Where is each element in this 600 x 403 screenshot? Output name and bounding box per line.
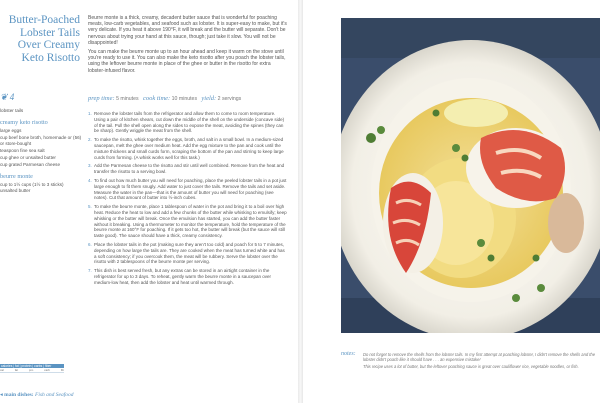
ingredients-column — [0, 92, 82, 195]
cook-value: 10 minutes — [171, 96, 198, 102]
notes-paragraph: Do not forget to remove the shells from the lobster tails. In my first attempt at poaching lobster, I didn't remove the shells and the lobster didn't poach like it should have . . . an expensive mistake! — [363, 352, 595, 363]
nutrition-col: fib — [60, 368, 64, 372]
yield-badge — [0, 92, 82, 102]
step-text: To make the beurre monte, place 1 tablespoon of water in the pot and bring it to a boil over high heat. Reduce the heat to low and add a few chunks of the butter while whisking to emulsify; keep whisking or the butter will break. Once the emulsion has started, you can add the butter faster without it breaking. Using a thermometer to monitor the temperature, hold the temperature of the beurre monte at 160°F for poaching. If it gets too hot, the butter will break (but the sauce will still taste good). The sauce should have a thick, creamy consistency. — [94, 204, 287, 239]
ingredient-item: cup ghee or unsalted butter — [0, 155, 56, 160]
title-line: Keto Risotto — [21, 51, 80, 64]
ingredient-item: cup beef bone broth, homemade or (56) or store-bought — [0, 135, 82, 146]
step-number: 6. — [88, 241, 92, 247]
nutrition-col: carb — [44, 368, 50, 372]
nutrition-header: calories | fat | protein | carbs | fiber — [0, 364, 64, 368]
recipe-notes — [341, 352, 600, 372]
intro-paragraph: You can make the beurre monte up to an hour ahead and keep it warm on the stove until you're ready to use it. You can also make the keto risotto after you poach the lobster tails, using the leftover beurre monte in place of the ghee or butter in the risotto for extra lobster-infused flavor. — [88, 49, 286, 74]
nutrition-col: fat — [14, 368, 19, 372]
intro-paragraph: Beurre monte is a thick, creamy, decadent butter sauce that is wonderful for poaching meats, low-carb vegetables, and seafood such as lobster. It is super-easy to make, but it's very delicate. If you heat it above 190°F, it will break and the butter will separate. Don't be nervous about trying your hand at this sauce, though; just take it slow. You will not be disappointed! — [88, 15, 287, 46]
step-text: To find out how much butter you will need for poaching, place the peeled lobster tails in a pot just large enough to fit them snugly. Add water to just cover the tails. Remove the tails and set aside. Measure the water in the pan—that is the amount of butter you will need for poaching (see notes). Cut that amount of butter into ½-inch cubes. — [94, 177, 287, 201]
step-item — [88, 111, 288, 134]
ingredient-item: teaspoon fine sea salt — [0, 148, 45, 153]
step-item — [88, 137, 288, 160]
step-item — [88, 163, 288, 175]
step-text: Add the Parmesan cheese to the risotto and stir until well combined. Remove from the heat and transfer the risotto to a serving bowl. — [94, 163, 285, 175]
step-number: 7. — [88, 268, 92, 274]
ingredient-item: cup to 1½ cups (1½ to 3 sticks) unsalted butter — [0, 182, 64, 193]
section-heading-risotto: creamy keto risotto — [0, 119, 48, 126]
prep-label: prep time: — [88, 95, 115, 102]
recipe-steps — [88, 111, 288, 289]
nutrition-col: cal — [0, 368, 4, 372]
main-dish-footer — [0, 392, 74, 398]
step-item — [88, 204, 288, 239]
ingredient-item: lobster tails — [0, 108, 24, 113]
lobster-plate-image — [341, 18, 600, 333]
step-text: To make the risotto, whisk together the eggs, broth, and salt in a small bowl. In a medium-sized saucepan, melt the ghee over medium heat. Add the egg mixture to the pan and cook until the mixture thickens and small curds form, scraping the bottom of the pan and stirring to keep large curds from forming. (A whisk works well for this task.) — [94, 137, 284, 160]
step-number: 5. — [88, 204, 92, 210]
step-text: Place the lobster tails in the pot (making sure they aren't too cold) and poach for 5 to 7 minutes, depending on how large the tails are. They are cooked when the meat has turned white and has a soft consistency; if you overcook them, the meat will be rubbery. Serve the lobster over the risotto with 2 tablespoons of the beurre monte per serving. — [94, 241, 285, 265]
ingredient-item: large eggs — [0, 128, 22, 133]
step-number: 4. — [88, 177, 92, 183]
yield-value: 2 servings — [217, 96, 242, 102]
recipe-intro — [88, 15, 288, 77]
title-line: Lobster Tails — [20, 26, 80, 39]
section-heading-beurre: beurre monte — [0, 173, 33, 180]
cook-label: cook time: — [142, 95, 171, 102]
nutrition-col: pro — [28, 368, 34, 372]
step-number: 3. — [88, 163, 92, 169]
yield-number: 4 — [9, 92, 15, 102]
main-dish-value: Fish and Seafood — [35, 392, 74, 398]
nutrition-table — [0, 364, 64, 373]
notes-paragraph: This recipe uses a lot of butter, but the leftover poaching sauce is great over cauliflower rice, vegetable noodles, or fish. — [363, 364, 579, 370]
step-item — [88, 178, 288, 201]
step-number: 1. — [88, 111, 92, 116]
chevron-right-icon: ◂ — [0, 392, 3, 398]
step-text: This dish is best served fresh, but any extras can be stored in an airtight container in the refrigerator for up to 3 days. To reheat, gently warm the beurre monte in a saucepan over medium-low heat, then add the lobster and heat until warmed through. — [94, 268, 272, 285]
recipe-timeline — [88, 95, 241, 102]
nutrition-cols — [0, 368, 64, 373]
step-item — [88, 268, 288, 285]
title-line: Over Creamy — [17, 39, 80, 51]
main-dish-label: main dishes: — [4, 392, 34, 398]
step-text: Remove the lobster tails from the refrigerator and allow them to come to room temperature. Using a pair of kitchen shears, cut down the middle of the shell on the underside (concave side) of the tail. Pull the shell open along the sides to expose the meat, avoiding the spines (they can be sharp). Gently wriggle the meat from the shell. — [94, 111, 285, 134]
ingredient-item: cup grated Parmesan cheese — [0, 162, 61, 167]
prep-value: 5 minutes — [116, 96, 139, 102]
page-gutter — [298, 0, 303, 403]
step-item — [88, 242, 288, 265]
notes-body — [363, 352, 600, 372]
leaf-icon: ❦ — [0, 92, 8, 102]
step-number: 2. — [88, 137, 92, 143]
recipe-title — [0, 14, 80, 64]
title-line: Butter-Poached — [8, 14, 80, 26]
yield-label: yield: — [201, 95, 217, 102]
notes-label: notes: — [341, 351, 356, 357]
dish-photo — [341, 18, 600, 333]
